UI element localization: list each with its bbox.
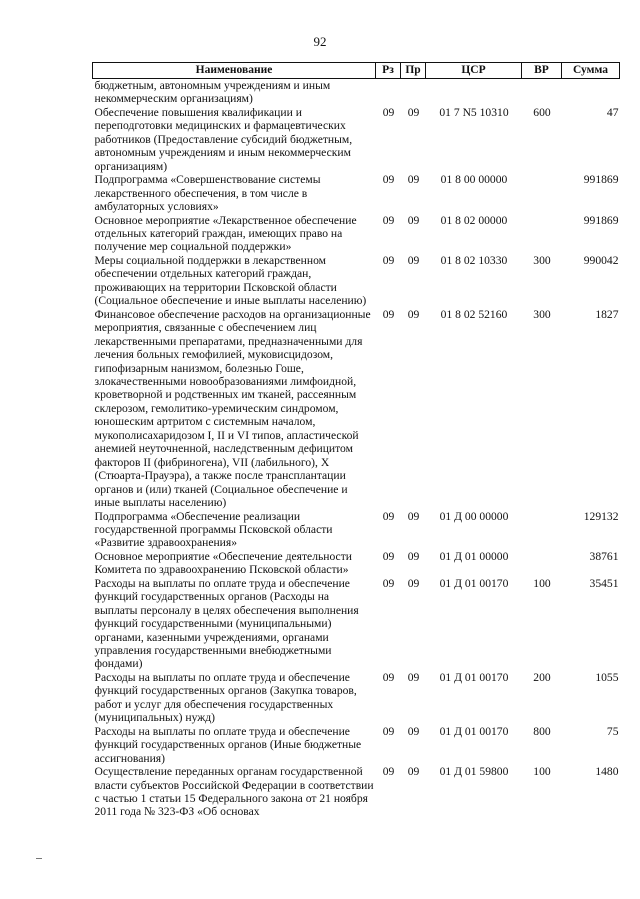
header-vr: ВР	[522, 63, 562, 79]
cell-vr: 300	[533, 253, 551, 267]
cell-vr	[522, 173, 562, 213]
cell-pr: 09	[407, 549, 420, 563]
cell-sum: 991869	[583, 213, 619, 227]
cell-pr: 09	[407, 213, 420, 227]
cell-sum: 1827	[595, 307, 619, 321]
table-row	[93, 577, 620, 671]
table-row	[93, 765, 620, 819]
cell-rz: 09	[382, 173, 395, 187]
cell-vr: 300	[533, 307, 551, 321]
cell-csr: 01 8 00 00000	[440, 173, 508, 187]
cell-sum: 35451	[589, 576, 619, 590]
cell-csr: 01 8 02 00000	[440, 213, 508, 227]
cell-pr: 09	[407, 576, 420, 590]
cell-vr	[522, 214, 562, 254]
cell-pr: 09	[407, 307, 420, 321]
cell-rz: 09	[382, 549, 395, 563]
cell-pr: 09	[407, 173, 420, 187]
table-row	[93, 254, 620, 308]
cell-sum: 47	[606, 105, 619, 119]
header-rz: Рз	[376, 63, 401, 79]
header-name: Наименование	[93, 63, 376, 79]
table-row	[93, 79, 620, 106]
table-row	[93, 510, 620, 550]
table-row	[93, 173, 620, 213]
cell-pr: 09	[407, 670, 420, 684]
cell-vr	[522, 79, 562, 106]
cell-name: Осуществление переданных органам государственной власти субъектов Российской Федерации в соответствии с частью 1 статьи 15 Федерального закона от 21 ноября 2011 года № 323-ФЗ «Об основах	[94, 765, 374, 819]
cell-name: Финансовое обеспечение расходов на организационные мероприятия, связанные с обеспечением лиц лекарственными препаратами, предназначенными для лечения больных гемофилией, муковисцидозом, гипофизарным нанизмом, болезнью Гоше, злокачественными новообразованиями лимфоидной, кроветворной и родственных им тканей, рассеянным склерозом, гемолитико-уремическим синдромом, юношеским артритом с системным началом, мукополисахаридозом I, II и VI типов, апластической анемией неуточненной, наследственным дефицитом факторов II (фибриногена), VII (лабильного), X (Стюарта-Прауэра), а также после трансплантации органов и (или) тканей (Социальное обеспечение и иные выплаты населению)	[94, 307, 371, 510]
cell-csr: 01 8 02 52160	[440, 307, 508, 321]
cell-rz: 09	[382, 307, 395, 321]
cell-sum: 991869	[583, 173, 619, 187]
table-row	[93, 550, 620, 577]
cell-csr: 01 7 N5 10310	[439, 105, 509, 119]
cell-name: бюджетным, автономным учреждениям и иным некоммерческим организациям)	[94, 79, 331, 106]
cell-sum: 990042	[583, 253, 619, 267]
table-row	[93, 725, 620, 765]
cell-name: Основное мероприятие «Лекарственное обеспечение отдельных категорий граждан, имеющих право на получение мер социальной поддержки»	[94, 213, 357, 254]
cell-name: Основное мероприятие «Обеспечение деятельности Комитета по здравоохранению Псковской области»	[94, 549, 352, 577]
scan-mark	[36, 858, 42, 859]
cell-sum	[562, 79, 620, 106]
cell-vr: 600	[533, 105, 551, 119]
cell-csr: 01 Д 01 00170	[439, 670, 509, 684]
cell-csr: 01 Д 01 59800	[439, 765, 509, 779]
cell-rz: 09	[382, 670, 395, 684]
cell-rz: 09	[382, 576, 395, 590]
table-row	[93, 106, 620, 173]
cell-vr	[522, 510, 562, 550]
cell-rz	[376, 79, 401, 106]
cell-name: Обеспечение повышения квалификации и переподготовки медицинских и фармацевтических работников (Предоставление субсидий бюджетным, автономным учреждениям и иным некоммерческим организациям)	[94, 105, 353, 173]
cell-pr: 09	[407, 509, 420, 523]
budget-table	[92, 62, 620, 819]
cell-pr: 09	[407, 724, 420, 738]
cell-rz: 09	[382, 253, 395, 267]
cell-vr	[522, 550, 562, 577]
cell-rz: 09	[382, 213, 395, 227]
cell-vr: 100	[533, 765, 551, 779]
cell-name: Меры социальной поддержки в лекарственном обеспечении отдельных категорий граждан, проживающих на территории Псковской области (Социальное обеспечение и иные выплаты населению)	[94, 253, 367, 308]
table-row	[93, 214, 620, 254]
cell-pr	[401, 79, 426, 106]
cell-rz: 09	[382, 724, 395, 738]
table-row	[93, 308, 620, 510]
cell-sum: 38761	[589, 549, 619, 563]
cell-sum: 129132	[583, 509, 619, 523]
cell-rz: 09	[382, 509, 395, 523]
cell-csr: 01 Д 01 00000	[439, 549, 509, 563]
cell-vr: 200	[533, 670, 551, 684]
cell-csr: 01 Д 01 00170	[439, 576, 509, 590]
cell-sum: 75	[606, 724, 619, 738]
cell-rz: 09	[382, 105, 395, 119]
cell-csr: 01 8 02 10330	[440, 253, 508, 267]
header-pr: Пр	[401, 63, 426, 79]
cell-sum: 1480	[595, 765, 619, 779]
cell-vr: 800	[533, 724, 551, 738]
cell-name: Подпрограмма «Обеспечение реализации государственной программы Псковской области «Развитие здравоохранения»	[94, 509, 333, 550]
header-csr: ЦСР	[426, 63, 522, 79]
cell-name: Подпрограмма «Совершенствование системы лекарственного обеспечения, в том числе в амбулаторных условиях»	[94, 173, 321, 214]
cell-csr	[426, 79, 522, 106]
cell-csr: 01 Д 00 00000	[439, 509, 509, 523]
table-header-row	[93, 63, 620, 79]
cell-sum: 1055	[595, 670, 619, 684]
cell-pr: 09	[407, 765, 420, 779]
page-number: 92	[313, 34, 327, 49]
cell-name: Расходы на выплаты по оплате труда и обеспечение функций государственных органов (Закупка товаров, работ и услуг для обеспечения государственных (муниципальных) нужд)	[94, 670, 357, 725]
cell-name: Расходы на выплаты по оплате труда и обеспечение функций государственных органов (Расходы на выплаты персоналу в целях обеспечения выполнения функций государственными (муниципальными) органами, казенными учреждениями, органами управления государственными внебюджетными фондами)	[94, 576, 359, 671]
cell-rz: 09	[382, 765, 395, 779]
cell-csr: 01 Д 01 00170	[439, 724, 509, 738]
cell-pr: 09	[407, 253, 420, 267]
cell-vr: 100	[533, 576, 551, 590]
cell-pr: 09	[407, 105, 420, 119]
cell-name: Расходы на выплаты по оплате труда и обеспечение функций государственных органов (Иные бюджетные ассигнования)	[94, 724, 362, 765]
header-sum: Сумма	[562, 63, 620, 79]
table-row	[93, 671, 620, 725]
